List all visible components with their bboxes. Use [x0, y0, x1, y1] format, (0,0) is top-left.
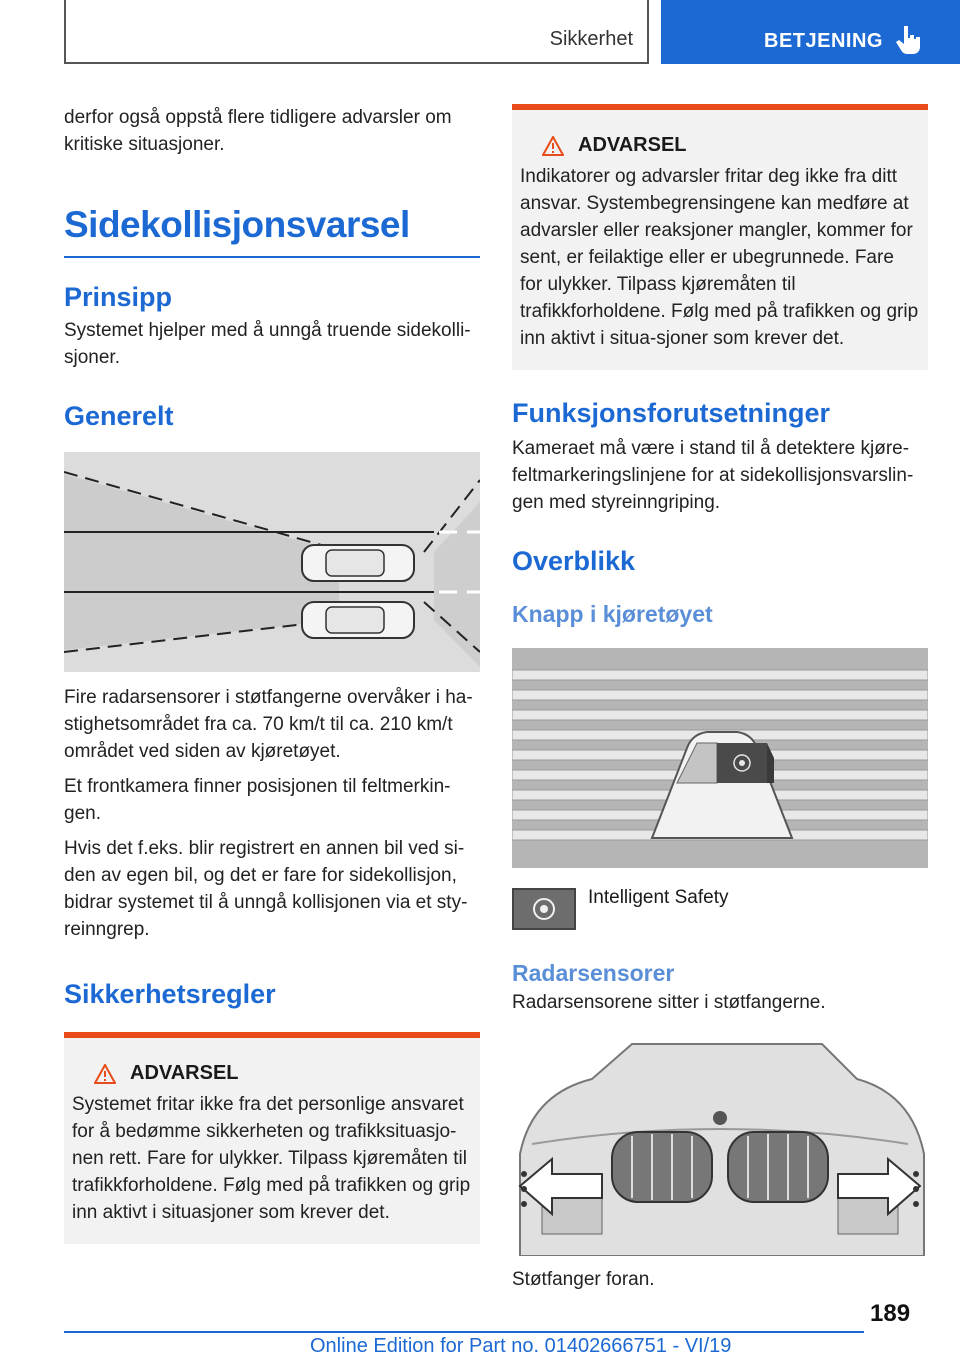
warning-title: ADVARSEL	[130, 1062, 239, 1084]
page-title: Sidekollisjonsvarsel	[64, 204, 410, 245]
sikkerhet-heading: Sikkerhetsregler	[64, 979, 276, 1009]
pointing-hand-icon	[896, 24, 922, 54]
header-chapter-tab	[661, 0, 960, 64]
warning-triangle-icon	[94, 1064, 116, 1084]
header-chapter-label: BETJENING	[764, 30, 883, 52]
funksjon-text: Kameraet må være i stand til å detektere kjøre-feltmarkeringslinjene for at sidekollisjonsvarslin-gen med styreinngriping.	[512, 438, 914, 513]
footer-rule	[64, 1331, 864, 1333]
button-legend	[512, 888, 928, 930]
warning-title-row	[542, 134, 920, 157]
warning-text: Systemet fritar ikke fra det personlige ansvaret for å bedømme sikkerheten og trafikksituasjo-nen rett. Fare for ulykker. Tilpass kjøremåten til trafikkforholdene. Følg med på trafikken og grip inn aktivt i situasjoner som krever det.	[72, 1094, 471, 1223]
lane-diagram-svg	[64, 452, 480, 672]
bumper-photo	[512, 1034, 928, 1256]
header-section-label: Sikkerhet	[549, 28, 633, 50]
prinsipp-text: Systemet hjelper med å unngå truende sidekolli-sjoner.	[64, 320, 471, 368]
header-section-tab	[64, 0, 649, 64]
generelt-p2: Et frontkamera finner posisjonen til feltmerkin-gen.	[64, 776, 451, 824]
right-column	[512, 104, 928, 1293]
car-bottom	[302, 602, 414, 638]
radar-heading: Radarsensorer	[512, 960, 675, 986]
funksjon-heading: Funksjonsforutsetninger	[512, 398, 831, 428]
button-label: Intelligent Safety	[588, 887, 729, 908]
overblikk-heading: Overblikk	[512, 546, 636, 576]
generelt-p3: Hvis det f.eks. blir registrert en annen bil ved si-den av egen bil, og det er fare for sidekollisjon, bidrar systemet til å unngå kollisjonen via et sty-reinngrep.	[64, 838, 468, 940]
knapp-heading: Knapp i kjøretøyet	[512, 601, 713, 627]
lane-diagram	[64, 452, 480, 672]
intelligent-safety-icon	[512, 888, 576, 930]
left-column	[64, 104, 480, 1244]
warning-box-right	[512, 104, 928, 370]
warning-triangle-icon	[542, 136, 564, 156]
warning-title: ADVARSEL	[578, 134, 687, 156]
car-top	[302, 545, 414, 581]
generelt-heading: Generelt	[64, 401, 174, 431]
radar-text: Radarsensorene sitter i støtfangerne.	[512, 992, 826, 1013]
dashboard-vent-svg	[512, 648, 928, 868]
warning-box-left	[64, 1032, 480, 1244]
intro-paragraph: derfor også oppstå flere tidligere advarsler om kritiske situasjoner.	[64, 107, 452, 155]
footer-edition: Online Edition for Part no. 01402666751 - VI/19	[310, 1335, 732, 1357]
bumper-photo-svg	[512, 1034, 928, 1256]
page-number: 189	[870, 1300, 911, 1327]
generelt-p1: Fire radarsensorer i støtfangerne overvåker i ha-stighetsområdet fra ca. 70 km/t til ca. 210 km/t området ved siden av kjøretøyet.	[64, 687, 473, 762]
warning-title-row	[94, 1062, 472, 1085]
warning-text: Indikatorer og advarsler fritar deg ikke fra ditt ansvar. Systembegrensingene kan medføre at advarsler eller reaksjoner mangler, kommer for sent, er feilaktige eller er ubegrunnede. Fare for ulykker. Tilpass kjøremåten til trafikkforholdene. Følg med på trafikken og grip inn aktivt i situa-sjoner som krever det.	[520, 166, 919, 349]
title-rule	[64, 256, 480, 258]
bumper-caption: Støtfanger foran.	[512, 1269, 655, 1290]
intelligent-safety-button[interactable]	[512, 888, 576, 930]
prinsipp-heading: Prinsipp	[64, 282, 173, 312]
dashboard-vent-photo	[512, 648, 928, 868]
